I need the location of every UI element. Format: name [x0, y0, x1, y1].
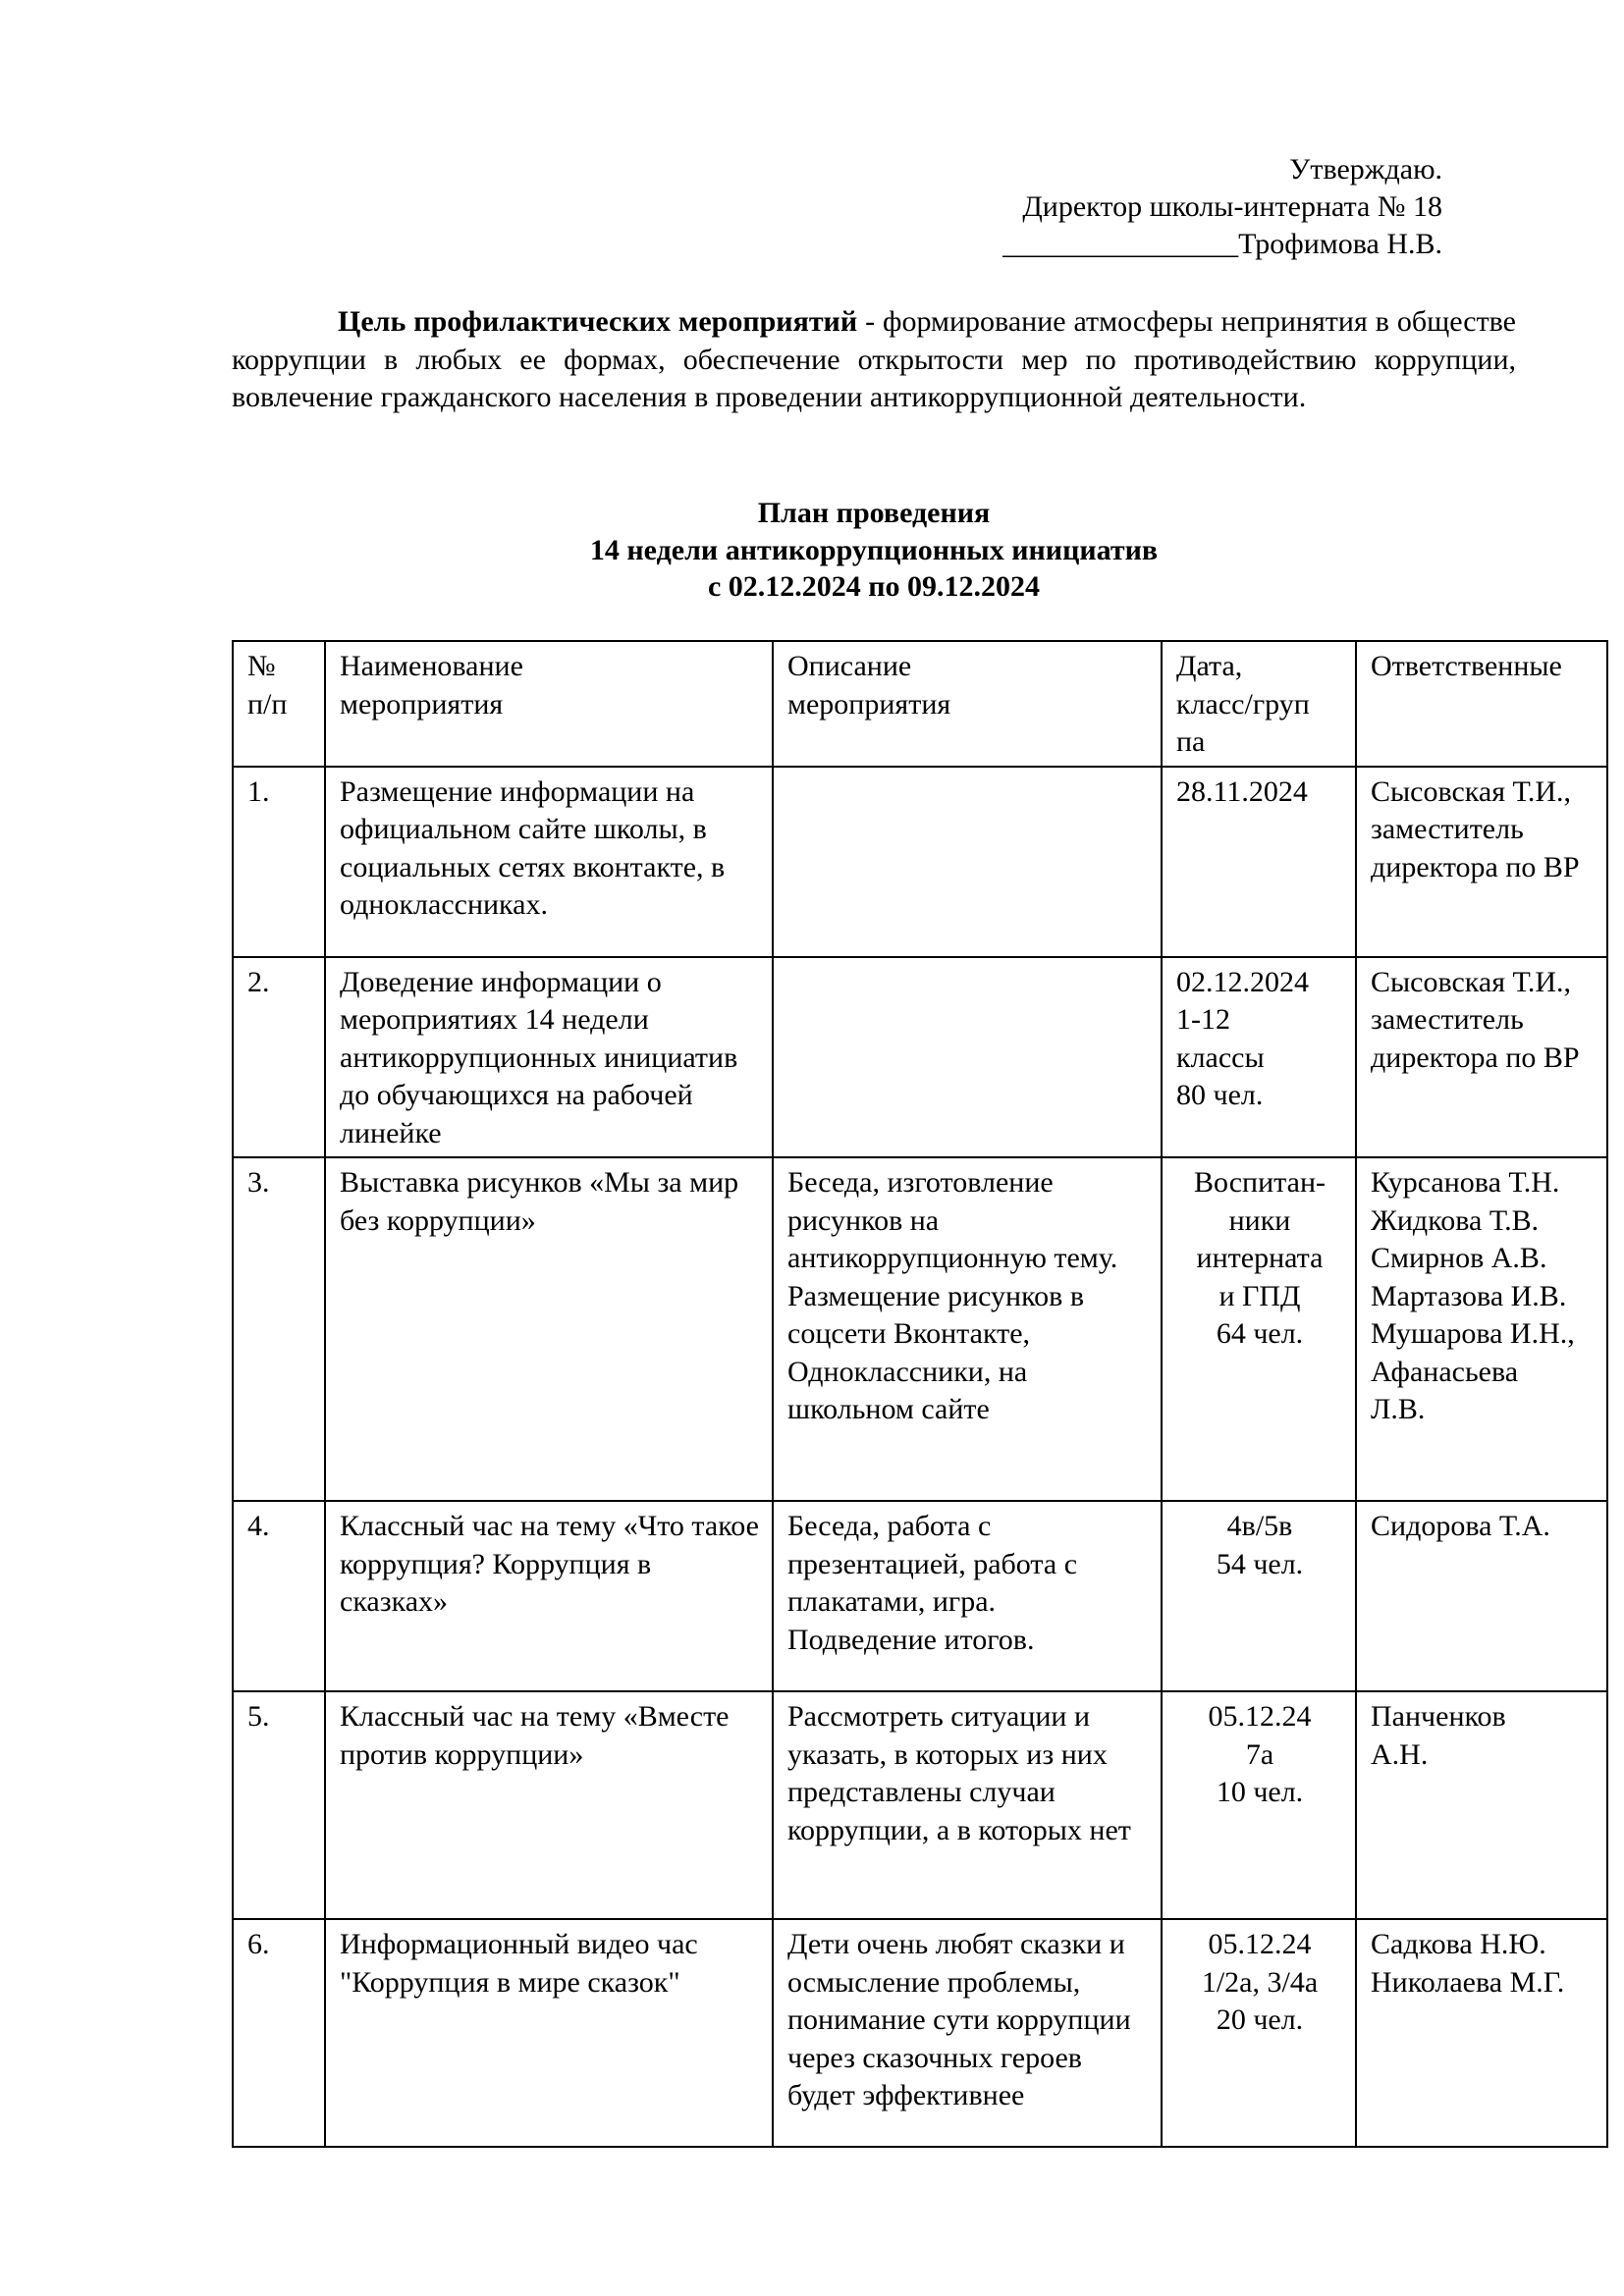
row-responsible: Сысовская Т.И., заместитель директора по ВР	[1356, 957, 1607, 1158]
table-row	[233, 1691, 1607, 1919]
approval-position: Директор школы-интерната № 18	[1022, 190, 1442, 223]
row-number: 6.	[233, 1919, 325, 2147]
approval-block	[1002, 151, 1442, 263]
row-name: Доведение информации о мероприятиях 14 недели антикоррупционных инициатив до обучающихся на рабочей линейке	[325, 957, 773, 1158]
row-number: 1.	[233, 767, 325, 957]
row-name: Выставка рисунков «Мы за мир без коррупции»	[325, 1157, 773, 1501]
row-responsible: Панченков А.Н.	[1356, 1691, 1607, 1919]
purpose-paragraph	[232, 303, 1516, 417]
row-description: Беседа, работа с презентацией, работа с плакатами, игра. Подведение итогов.	[773, 1501, 1162, 1691]
row-responsible: Сысовская Т.И., заместитель директора по ВР	[1356, 767, 1607, 957]
header-number: № п/п	[233, 641, 325, 767]
row-description: Рассмотреть ситуации и указать, в которых из них представлены случаи коррупции, а в которых нет	[773, 1691, 1162, 1919]
header-description: Описание мероприятия	[773, 641, 1162, 767]
plan-table	[232, 640, 1608, 2148]
row-number: 3.	[233, 1157, 325, 1501]
approval-title: Утверждаю.	[1289, 153, 1442, 186]
row-date: 28.11.2024	[1162, 767, 1356, 957]
row-date: 4в/5в 54 чел.	[1162, 1501, 1356, 1691]
row-name: Размещение информации на официальном сайте школы, в социальных сетях вконтакте, в одноклассниках.	[325, 767, 773, 957]
row-name: Классный час на тему «Вместе против коррупции»	[325, 1691, 773, 1919]
row-name: Классный час на тему «Что такое коррупция? Коррупция в сказках»	[325, 1501, 773, 1691]
table-row	[233, 957, 1607, 1158]
table-row	[233, 1919, 1607, 2147]
header-date: Дата, класс/груп па	[1162, 641, 1356, 767]
row-responsible: Сидорова Т.А.	[1356, 1501, 1607, 1691]
table-row	[233, 1501, 1607, 1691]
row-description: Дети очень любят сказки и осмысление проблемы, понимание сути коррупции через сказочных героев будет эффективнее	[773, 1919, 1162, 2147]
row-date: 02.12.2024 1-12 классы 80 чел.	[1162, 957, 1356, 1158]
table-header-row	[233, 641, 1607, 767]
purpose-text: - формирование атмосферы непринятия в обществе коррупции в любых ее формах, обеспечение открытости мер по противодействию коррупции, вовлечение гражданского населения в проведении антикоррупционной деятельности.	[232, 305, 1516, 413]
row-description	[773, 767, 1162, 957]
row-date: 05.12.24 1/2а, 3/4а 20 чел.	[1162, 1919, 1356, 2147]
row-responsible: Садкова Н.Ю. Николаева М.Г.	[1356, 1919, 1607, 2147]
row-description: Беседа, изготовление рисунков на антикоррупционную тему. Размещение рисунков в соцсети Вконтакте, Одноклассники, на школьном сайте	[773, 1157, 1162, 1501]
header-name: Наименование мероприятия	[325, 641, 773, 767]
row-number: 4.	[233, 1501, 325, 1691]
approval-signature-line: ________________Трофимова Н.В.	[1002, 228, 1442, 260]
row-date: Воспитан- ники интерната и ГПД 64 чел.	[1162, 1157, 1356, 1501]
table-row	[233, 767, 1607, 957]
plan-title-line-3: с 02.12.2024 по 09.12.2024	[707, 570, 1041, 603]
table-row	[233, 1157, 1607, 1501]
plan-title	[232, 495, 1516, 606]
row-description	[773, 957, 1162, 1158]
plan-title-line-1: План проведения	[757, 497, 991, 529]
row-responsible: Курсанова Т.Н. Жидкова Т.В. Смирнов А.В. Мартазова И.В. Мушарова И.Н., Афанасьева Л.В.	[1356, 1157, 1607, 1501]
header-responsible: Ответственные	[1356, 641, 1607, 767]
purpose-label: Цель профилактических мероприятий	[338, 305, 858, 338]
row-date: 05.12.24 7а 10 чел.	[1162, 1691, 1356, 1919]
row-number: 5.	[233, 1691, 325, 1919]
row-name: Информационный видео час "Коррупция в мире сказок"	[325, 1919, 773, 2147]
row-number: 2.	[233, 957, 325, 1158]
plan-title-line-2: 14 недели антикоррупционных инициатив	[589, 533, 1159, 566]
